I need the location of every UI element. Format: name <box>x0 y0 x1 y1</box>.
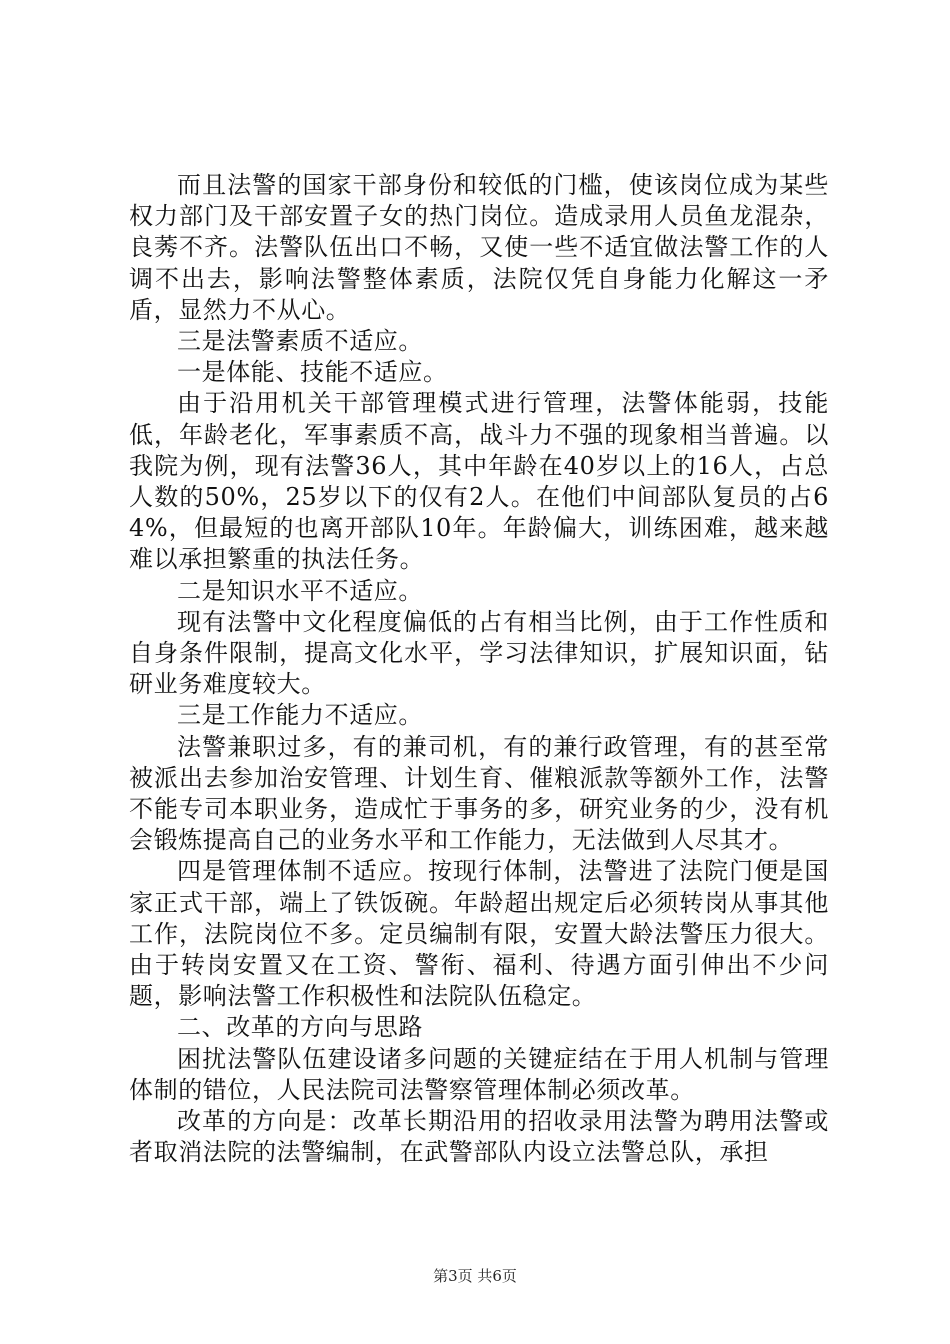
page-footer <box>0 1266 950 1286</box>
paragraph: 一是体能、技能不适应。 <box>177 358 448 387</box>
paragraph: 四是管理体制不适应。按现行体制，法警进了法院门便是国家正式干部，端上了铁饭碗。年龄超出规定后必须转岗从事其他工作，法院岗位不多。定员编制有限，安置大龄法警压力很大。由于转岗安置又在工资、警衔、福利、待遇方面引伸出不少问题，影响法警工作积极性和法院队伍稳定。 <box>129 857 829 1011</box>
paragraph: 而且法警的国家干部身份和较低的门槛，使该岗位成为某些权力部门及干部安置子女的热门岗位。造成录用人员鱼龙混杂，良莠不齐。法警队伍出口不畅，又使一些不适宜做法警工作的人调不出去，影响法警整体素质，法院仅凭自身能力化解这一矛盾，显然力不从心。 <box>129 171 829 324</box>
page-number-label: 第3页 共6页 <box>433 1267 517 1285</box>
paragraph: 三是工作能力不适应。 <box>177 701 423 730</box>
paragraph: 由于沿用机关干部管理模式进行管理，法警体能弱，技能低，年龄老化，军事素质不高，战斗力不强的现象相当普遍。以我院为例，现有法警36人，其中年龄在40岁以上的16人，占总人数的50%，25岁以下的仅有2人。在他们中间部队复员的占64%，但最短的也离开部队10年。年龄偏大，训练困难，越来越难以承担繁重的执法任务。 <box>129 389 829 574</box>
body-text <box>129 170 829 1169</box>
paragraph: 困扰法警队伍建设诸多问题的关键症结在于用人机制与管理体制的错位，人民法院司法警察管理体制必须改革。 <box>129 1044 829 1104</box>
paragraph: 二是知识水平不适应。 <box>177 576 423 605</box>
paragraph: 三是法警素质不适应。 <box>177 327 423 356</box>
paragraph: 现有法警中文化程度偏低的占有相当比例，由于工作性质和自身条件限制，提高文化水平，学习法律知识，扩展知识面，钻研业务难度较大。 <box>129 607 829 699</box>
section-heading: 二、改革的方向与思路 <box>177 1013 423 1042</box>
paragraph: 改革的方向是：改革长期沿用的招收录用法警为聘用法警或者取消法院的法警编制，在武警部队内设立法警总队，承担 <box>129 1107 829 1167</box>
paragraph: 法警兼职过多，有的兼司机，有的兼行政管理，有的甚至常被派出去参加治安管理、计划生育、催粮派款等额外工作，法警不能专司本职业务，造成忙于事务的多，研究业务的少，没有机会锻炼提高自己的业务水平和工作能力，无法做到人尽其才。 <box>129 732 829 855</box>
